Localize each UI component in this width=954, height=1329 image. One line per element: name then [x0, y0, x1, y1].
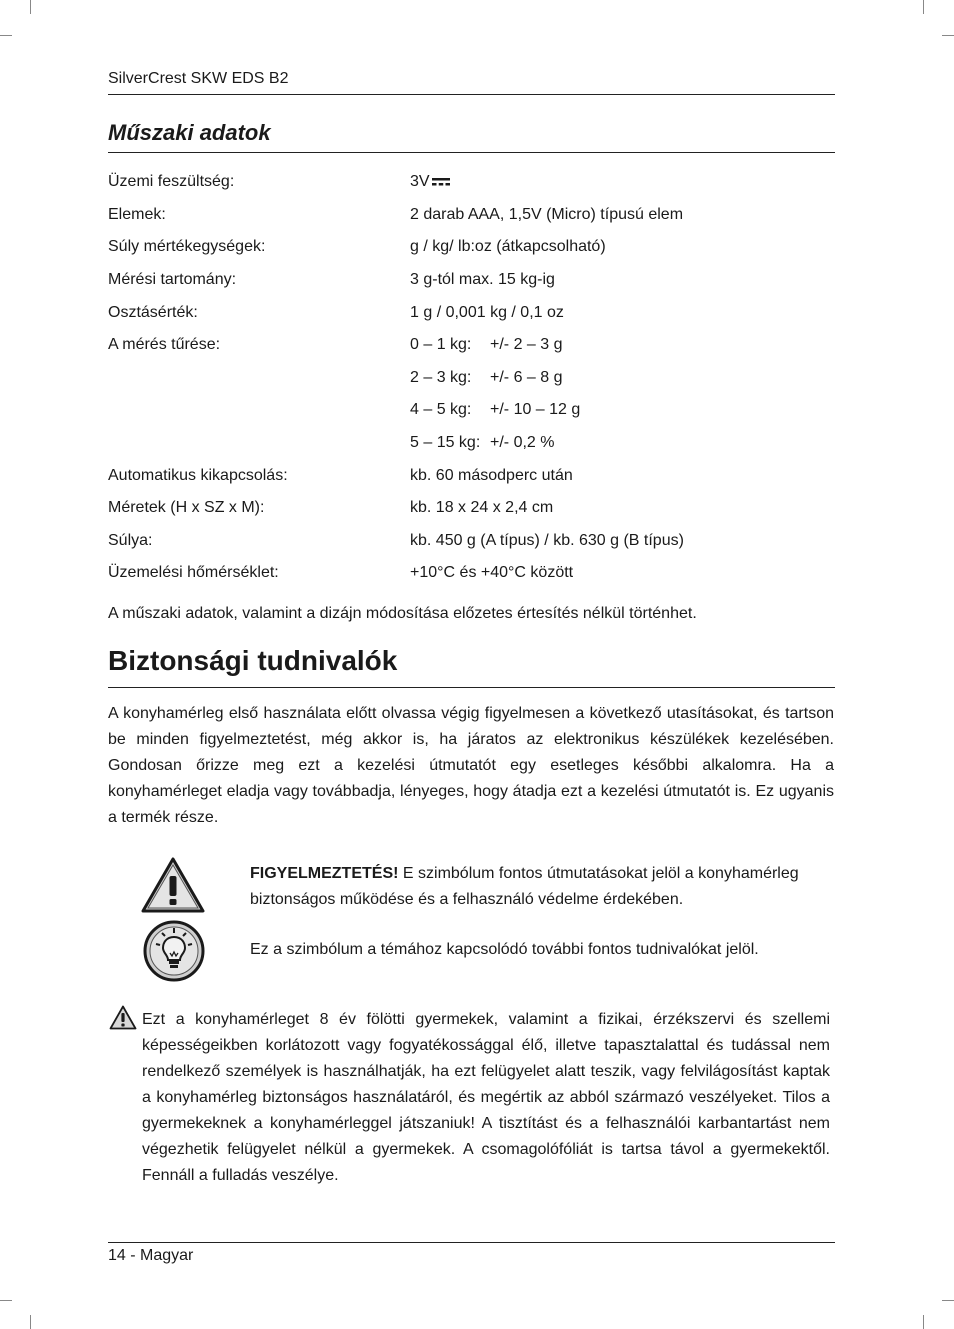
- spec-row: [108, 166, 835, 199]
- spec-row: [108, 459, 835, 492]
- spec-value: [410, 173, 451, 191]
- children-warning-paragraph: Ezt a konyhamérleget 8 év fölötti gyermekek, valamint a fizikai, érzékszervi és szellemi képességeikben korlátozott vagy fogyatékossággal élő, illetve tapasztalattal és tudással nem rendelkező személyek is használhatják, ha ezt felügyelet alatt teszik, vagy felvilágosítást kaptak a konyhamérleg biztonságos használatáról, és megértik az abból származó veszélyeket. Tilos a gyermekeknek a konyhamérleggel játszaniuk! A tisztítást és a felhasználói karbantartást nem végezhetik felügyelet nélkül a gyermekek. A csomagolófóliát is tartsa távol a gyermekektől. Fennáll a fulladás veszélye.: [142, 1011, 830, 1184]
- tolerance-amount: +/- 6 – 8 g: [490, 368, 563, 386]
- tolerance-range: 4 – 5 kg:: [410, 401, 472, 419]
- specs-note: A műszaki adatok, valamint a dizájn módosítása előzetes értesítés nélkül történhet.: [108, 605, 697, 622]
- warning-explanation: [250, 861, 835, 913]
- tolerance-range: 0 – 1 kg:: [410, 336, 472, 354]
- warning-text: E szimbólum fontos útmutatásokat jelöl a konyhamérleg biztonságos működése és a felhasználó védelme érdekében.: [250, 865, 799, 908]
- tolerance-range: 2 – 3 kg:: [410, 368, 472, 386]
- spec-label: Elemek:: [108, 205, 166, 223]
- header-rule: [108, 94, 835, 95]
- specs-table: [108, 166, 835, 590]
- safety-heading: Biztonsági tudnivalók: [108, 645, 398, 676]
- spec-value-text: 3V: [410, 173, 430, 191]
- crop-mark: [30, 1315, 31, 1329]
- spec-label: Súly mértékegységek:: [108, 238, 266, 256]
- page-footer: 14 - Magyar: [108, 1247, 194, 1264]
- crop-mark: [0, 35, 12, 36]
- spec-row: [108, 557, 835, 590]
- spec-label: Üzemelési hőmérséklet:: [108, 564, 279, 582]
- crop-mark: [923, 1315, 924, 1329]
- spec-row: [108, 264, 835, 297]
- spec-label: Üzemi feszültség:: [108, 173, 235, 191]
- spec-row: [108, 296, 835, 329]
- spec-row: [108, 492, 835, 525]
- spec-label: Mérési tartomány:: [108, 271, 237, 289]
- tolerance-row: [108, 394, 835, 427]
- tolerance-row: [108, 362, 835, 395]
- spec-value: kb. 450 g (A típus) / kb. 630 g (B típus): [410, 531, 684, 549]
- warning-label: FIGYELMEZTETÉS!: [250, 865, 399, 882]
- dc-symbol-icon: [431, 177, 451, 187]
- tolerance-amount: +/- 2 – 3 g: [490, 336, 563, 354]
- safety-heading-rule: [108, 687, 835, 688]
- tip-explanation: Ez a szimbólum a témához kapcsolódó további fontos tudnivalókat jelöl.: [250, 941, 759, 958]
- spec-label: Méretek (H x SZ x M):: [108, 499, 265, 517]
- warning-triangle-icon: [141, 857, 205, 913]
- spec-row: [108, 525, 835, 558]
- lightbulb-tip-icon: [143, 920, 205, 982]
- crop-mark: [30, 0, 31, 14]
- tolerance-amount: +/- 10 – 12 g: [490, 401, 581, 419]
- tolerance-range: 5 – 15 kg:: [410, 434, 481, 452]
- crop-mark: [942, 35, 954, 36]
- tolerance-row: [108, 329, 835, 362]
- spec-value: kb. 18 x 24 x 2,4 cm: [410, 499, 554, 517]
- tolerance-amount: +/- 0,2 %: [490, 434, 555, 452]
- footer-rule: [108, 1242, 835, 1243]
- tolerance-value: [410, 336, 563, 354]
- crop-mark: [0, 1300, 12, 1301]
- tolerance-value: [410, 401, 580, 419]
- spec-label: Osztásérték:: [108, 303, 198, 321]
- tolerance-row: [108, 427, 835, 460]
- spec-label: Súlya:: [108, 531, 153, 549]
- spec-value: g / kg/ lb:oz (átkapcsolható): [410, 238, 606, 256]
- crop-mark: [942, 1300, 954, 1301]
- spec-value: 1 g / 0,001 kg / 0,1 oz: [410, 303, 564, 321]
- spec-value: kb. 60 másodperc után: [410, 466, 573, 484]
- specs-heading-rule: [108, 152, 835, 153]
- spec-value: 2 darab AAA, 1,5V (Micro) típusú elem: [410, 205, 684, 223]
- running-header: SilverCrest SKW EDS B2: [108, 70, 289, 87]
- spec-row: [108, 199, 835, 232]
- small-warning-icon: [109, 1005, 137, 1030]
- tolerance-value: [410, 369, 563, 387]
- specs-heading: Műszaki adatok: [108, 120, 271, 145]
- crop-mark: [923, 0, 924, 14]
- spec-value: +10°C és +40°C között: [410, 564, 574, 582]
- tolerance-value: [410, 434, 554, 452]
- safety-intro-paragraph: A konyhamérleg első használata előtt olvassa végig figyelmesen a következő utasításokat, és tartson be minden figyelmeztetést, még akkor is, ha járatos az elektronikus készülékek kezelésében. Gondosan őrizze meg ezt a kezelési útmutatót egy esetleges későbbi alkalomra. Ha a konyhamérleget eladja vagy továbbadja, lényeges, hogy átadja ezt a kezelési útmutatót is. Ez ugyanis a termék része.: [108, 705, 834, 826]
- spec-label: Automatikus kikapcsolás:: [108, 466, 288, 484]
- spec-row: [108, 231, 835, 264]
- spec-value: 3 g-tól max. 15 kg-ig: [410, 271, 555, 289]
- spec-label: A mérés tűrése:: [108, 336, 221, 354]
